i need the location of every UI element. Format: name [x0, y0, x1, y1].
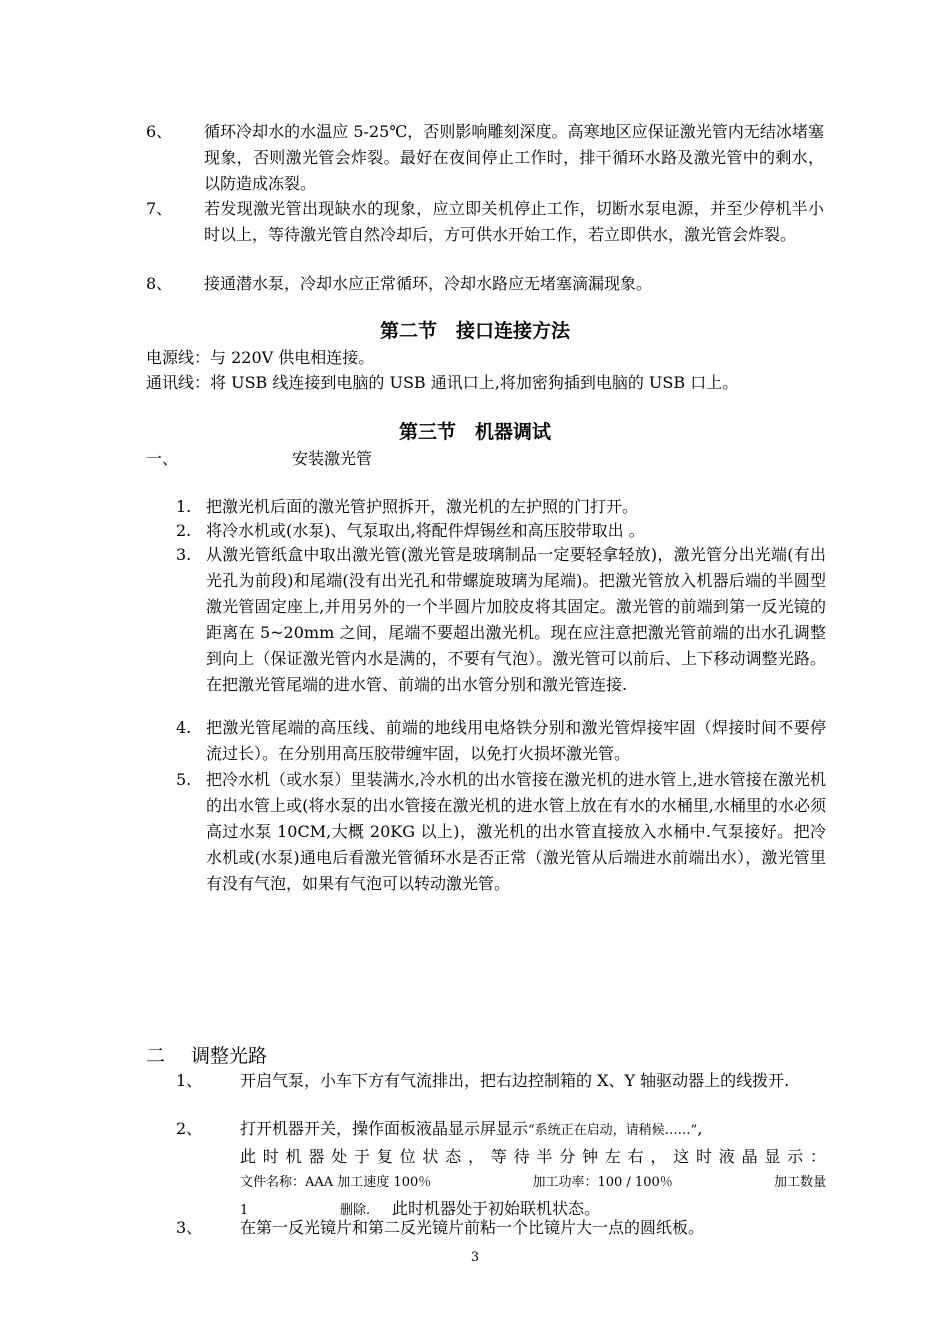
list-item [176, 1068, 826, 1120]
item-number: 1. [176, 497, 192, 516]
power-line-text: 电源线：与 220V 供电相连接。 [146, 348, 375, 367]
list-item [146, 196, 826, 276]
list-item [146, 119, 826, 199]
list-item [176, 1215, 826, 1241]
item-text-part: , [697, 1119, 703, 1138]
list-item [176, 518, 826, 544]
subsection-label: 安装激光管 [292, 449, 373, 468]
item-text: 接通潜水泵，冷却水应正常循环，冷却水路应无堵塞滴漏现象。 [204, 274, 653, 293]
list-item [176, 1116, 826, 1220]
lcd-display-line [240, 1170, 826, 1196]
item-text-part: 此时机器处于初始联机状态。 [392, 1199, 601, 1218]
list-item [176, 494, 826, 520]
section-heading: 第二节 接口连接方法 [379, 320, 570, 342]
subsection-title [146, 446, 373, 472]
item-number: 2. [176, 521, 192, 540]
item-number: 3. [176, 545, 192, 564]
item-text: 若发现激光管出现缺水的现象，应立即关机停止工作，切断水泵电源，并至少停机半小时以上，等待激光管自然冷却后，方可供水开始工作，若立即供水，激光管会炸裂。 [204, 199, 824, 244]
item-number: 7、 [146, 199, 173, 218]
comm-line-text: 通讯线：将 USB 线连接到电脑的 USB 通讯口上,将加密狗插到电脑的 USB 口上。 [146, 373, 739, 392]
item-text: 把激光管尾端的高压线、前端的地线用电烙铁分别和激光管焊接牢固（焊接时间不要停流过长）。在分别用高压胶带缠牢固，以免打火损坏激光管。 [206, 718, 826, 763]
item-text: 将冷水机或(水泵)、气泵取出,将配件焊锡丝和高压胶带取出 。 [206, 521, 645, 540]
list-item [176, 767, 826, 923]
item-text: 循环冷却水的水温应 5-25℃，否则影响雕刻深度。高寒地区应保证激光管内无结冰堵塞现象，否则激光管会炸裂。最好在夜间停止工作时，排干循环水路及激光管中的剩水，以防造成冻裂。 [204, 122, 824, 193]
subsection-number: 一、 [146, 449, 179, 468]
item-text: 把激光机后面的激光管护照拆开，激光机的左护照的门打开。 [206, 497, 639, 516]
subsection-title [146, 1042, 267, 1070]
item-text [240, 1116, 826, 1224]
item-text-part: 打开机器开关，操作面板液晶显示屏显示 [240, 1119, 529, 1138]
item-number: 4. [176, 718, 192, 737]
subsection-label: 调整光路 [191, 1045, 268, 1067]
item-number: 6、 [146, 122, 173, 141]
lcd-delete: 删除. [340, 1203, 371, 1218]
list-item [176, 542, 826, 712]
lcd-file-speed: 文件名称：AAA 加工速度 100％ [240, 1175, 432, 1190]
subsection-number: 二 [146, 1045, 166, 1067]
item-number: 8、 [146, 274, 173, 293]
list-item [176, 715, 826, 767]
section-heading: 第三节 机器调试 [398, 421, 551, 443]
item-text: 在第一反光镜片和第二反光镜片前粘一个比镜片大一点的圆纸板。 [240, 1218, 705, 1237]
list-item [146, 271, 826, 297]
lcd-message: “系统正在启动，请稍候……” [528, 1123, 698, 1138]
page-number: 3 [470, 1250, 480, 1265]
item-number: 2、 [176, 1119, 203, 1138]
lcd-power: 加工功率：100 / 100％ [532, 1175, 673, 1190]
item-text-line: 此时机器处于复位状态，等待半分钟左右，这时液晶显示： [240, 1147, 826, 1166]
item-text: 从激光管纸盒中取出激光管(激光管是玻璃制品一定要轻拿轻放)，激光管分出光端(有出光孔为前段)和尾端(没有出光孔和带螺旋玻璃为尾端)。把激光管放入机器后端的半圆型激光管固定座上,并用另外的一个半圆片加胶皮将其固定。激光管的前端到第一反光镜的距离在 5~20mm 之间，尾端不要超出激光机。现在应注意把激光管前端的出水孔调整到向上（保证激光管内水是满的，不要有气泡）。激光管可以前后、上下移动调整光路。在把激光管尾端的进水管、前端的出水管分别和激光管连接. [206, 545, 826, 694]
item-number: 5. [176, 770, 192, 789]
item-text: 开启气泵，小车下方有气流排出，把右边控制箱的 X、Y 轴驱动器上的线拨开. [240, 1071, 790, 1090]
lcd-quantity-label: 加工数量 [773, 1175, 826, 1190]
lcd-quantity-value: 1 [240, 1203, 249, 1218]
item-number: 1、 [176, 1071, 203, 1090]
item-number: 3、 [176, 1218, 203, 1237]
item-text: 把冷水机（或水泵）里装满水,冷水机的出水管接在激光机的进水管上,进水管接在激光机的出水管上或(将水泵的出水管接在激光机的进水管上放在有水的水桶里,水桶里的水必须高过水泵 10CM,大概 20KG 以上)，激光机的出水管直接放入水桶中.气泵接好。把冷水机或(水泵)通电后看激光管循环水是否正常（激光管从后端进水前端出水），激光管里有没有气泡，如果有气泡可以转动激光管。 [206, 770, 826, 893]
